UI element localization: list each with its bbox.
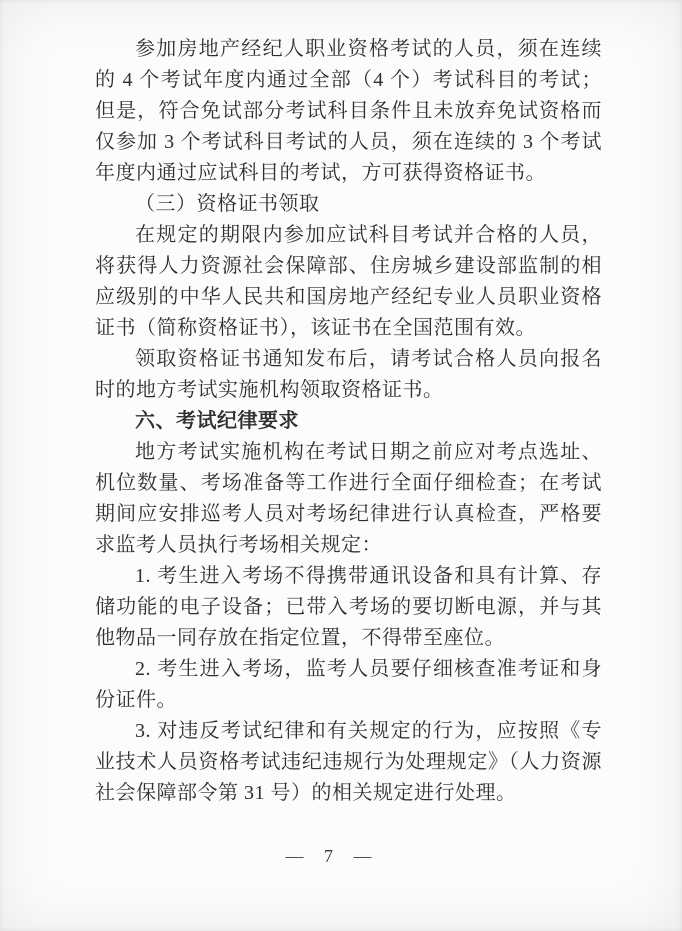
- subsection-heading-certificate-collection: （三）资格证书领取: [135, 193, 320, 215]
- paragraph-rule-3: 3. 对违反考试纪律和有关规定的行为，应按照《专业技术人员资格考试违纪违规行为处理规定》（人力资源社会保障部令第 31 号）的相关规定进行处理。: [95, 720, 602, 804]
- section-heading-exam-discipline: 六、考试纪律要求: [135, 410, 299, 432]
- document-body: [95, 34, 602, 809]
- paragraph-rule-2: 2. 考生进入考场，监考人员要仔细核查准考证和身份证件。: [95, 658, 602, 711]
- paragraph-exam-validity: 参加房地产经纪人职业资格考试的人员，须在连续的 4 个考试年度内通过全部（4 个）考试科目的考试；但是，符合免试部分考试科目条件且未放弃免试资格而仅参加 3 个考试科目考试的人员，须在连续的 3 个考试年度内通过应试科目的考试，方可获得资格证书。: [95, 38, 602, 184]
- paragraph-rule-1: 1. 考生进入考场不得携带通讯设备和具有计算、存储功能的电子设备；已带入考场的要切断电源，并与其他物品一同存放在指定位置，不得带至座位。: [95, 565, 602, 649]
- paragraph-inspection-requirements: 地方考试实施机构在考试日期之前应对考点选址、机位数量、考场准备等工作进行全面仔细检查；在考试期间应安排巡考人员对考场纪律进行认真检查，严格要求监考人员执行考场相关规定：: [95, 441, 602, 556]
- paragraph-certificate-issuance: 在规定的期限内参加应试科目考试并合格的人员，将获得人力资源社会保障部、住房城乡建设部监制的相应级别的中华人民共和国房地产经纪专业人员职业资格证书（简称资格证书），该证书在全国范围有效。: [95, 224, 602, 339]
- page-number: — 7 —: [285, 846, 375, 866]
- paragraph-certificate-notice: 领取资格证书通知发布后，请考试合格人员向报名时的地方考试实施机构领取资格证书。: [95, 348, 602, 401]
